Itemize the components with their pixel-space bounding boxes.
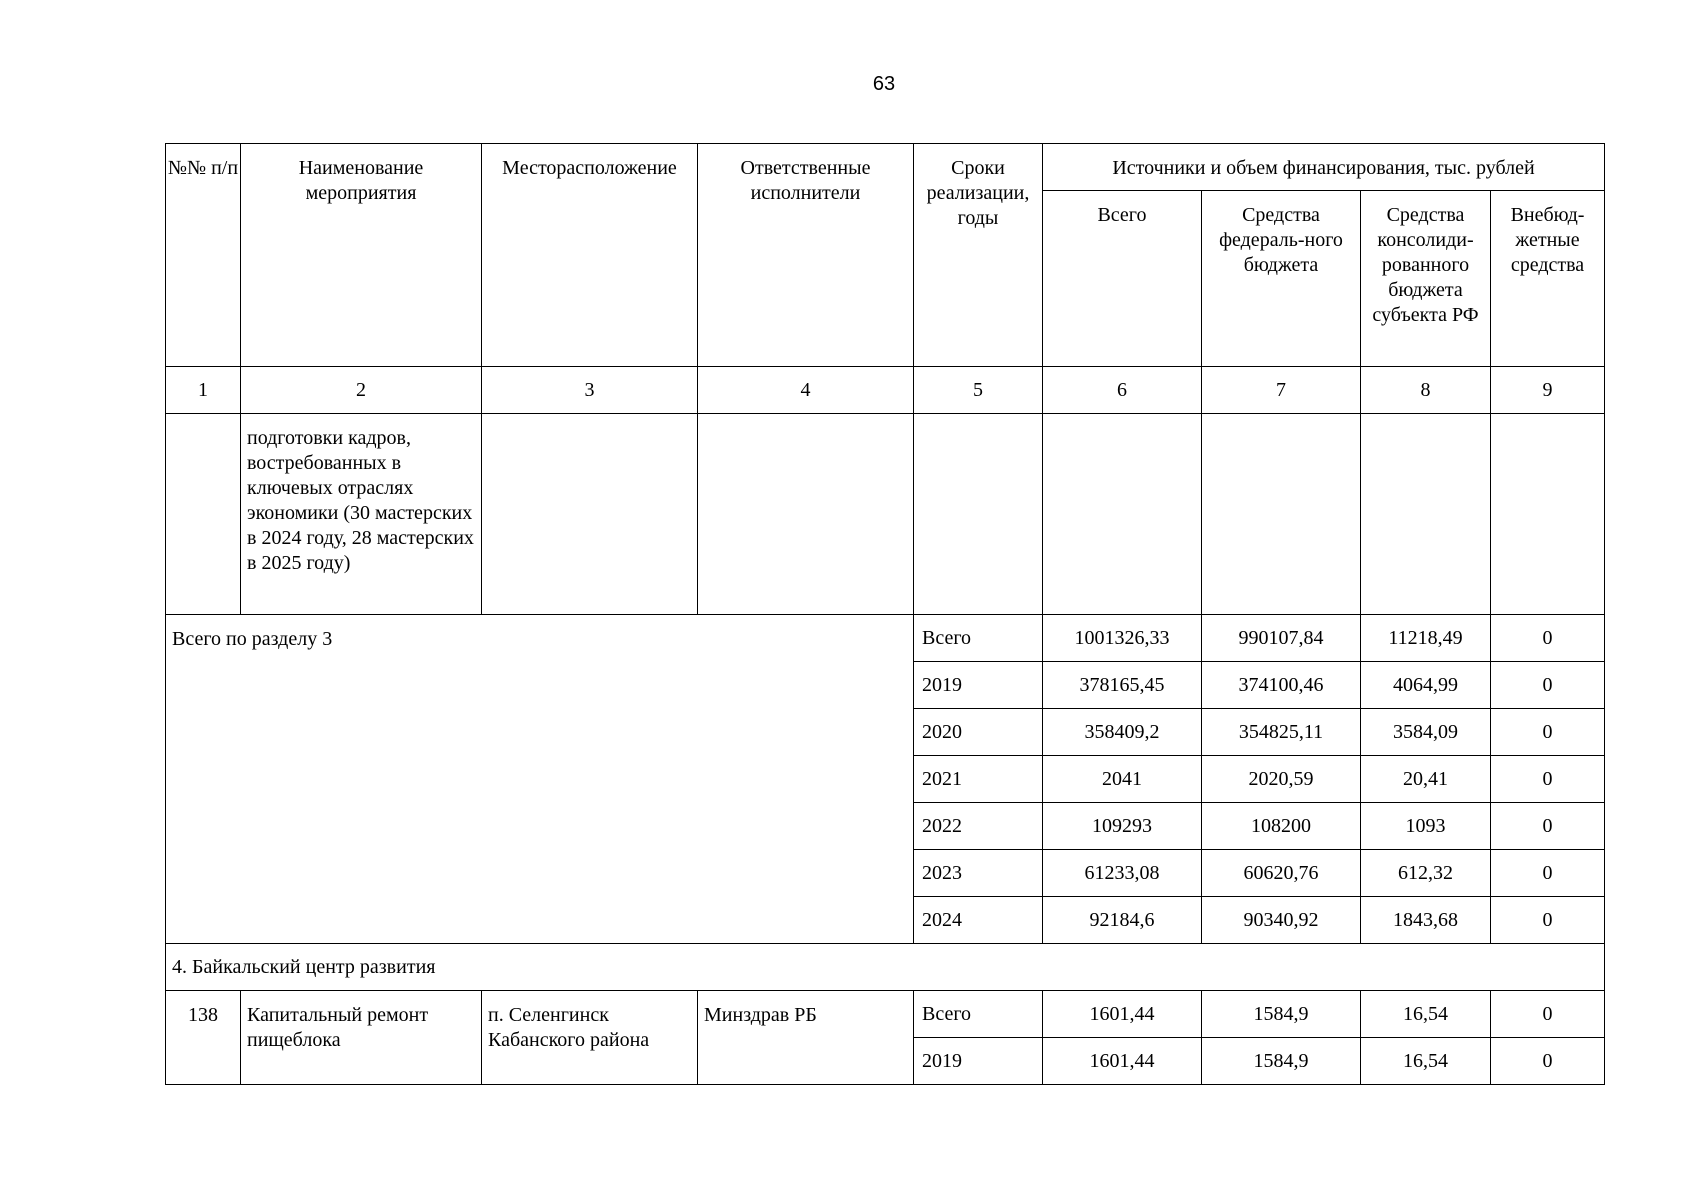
table-row (166, 991, 1605, 1038)
federal-cell: 1584,9 (1202, 1038, 1361, 1085)
item-executor: Минздрав РБ (698, 991, 914, 1085)
financing-table (165, 143, 1605, 1085)
table-row (166, 615, 1605, 662)
total-cell: 109293 (1043, 803, 1202, 850)
item-location: п. Селенгинск Кабанского района (482, 991, 698, 1085)
regional-cell: 1843,68 (1361, 897, 1491, 944)
federal-cell: 374100,46 (1202, 662, 1361, 709)
column-number: 9 (1491, 367, 1605, 414)
federal-cell: 60620,76 (1202, 850, 1361, 897)
extrabudget-cell: 0 (1491, 709, 1605, 756)
header-extrabudget: Внебюд-жетные средства (1491, 191, 1605, 367)
extrabudget-cell: 0 (1491, 803, 1605, 850)
page-number: 63 (872, 73, 896, 95)
federal-cell: 990107,84 (1202, 615, 1361, 662)
empty-cell (166, 414, 241, 615)
empty-cell (1043, 414, 1202, 615)
period-cell: Всего (914, 991, 1043, 1038)
continuation-event-name: подготовки кадров, востребованных в ключевых отраслях экономики (30 мастерских в 2024 году, 28 мастерских в 2025 году) (241, 414, 482, 615)
header-funding-group: Источники и объем финансирования, тыс. рублей (1043, 144, 1605, 191)
empty-cell (1202, 414, 1361, 615)
section-heading-row (166, 944, 1605, 991)
federal-cell: 2020,59 (1202, 756, 1361, 803)
extrabudget-cell: 0 (1491, 1038, 1605, 1085)
column-number: 7 (1202, 367, 1361, 414)
period-cell: Всего (914, 615, 1043, 662)
period-cell: 2021 (914, 756, 1043, 803)
header-total: Всего (1043, 191, 1202, 367)
column-number: 8 (1361, 367, 1491, 414)
item-number: 138 (166, 991, 241, 1085)
extrabudget-cell: 0 (1491, 850, 1605, 897)
extrabudget-cell: 0 (1491, 662, 1605, 709)
empty-cell (1361, 414, 1491, 615)
regional-cell: 4064,99 (1361, 662, 1491, 709)
regional-cell: 20,41 (1361, 756, 1491, 803)
federal-cell: 90340,92 (1202, 897, 1361, 944)
header-federal: Средства федераль-ного бюджета (1202, 191, 1361, 367)
header-event-name: Наименование мероприятия (241, 144, 482, 367)
item-event-name: Капитальный ремонт пищеблока (241, 991, 482, 1085)
total-cell: 358409,2 (1043, 709, 1202, 756)
header-row-top (166, 144, 1605, 191)
total-cell: 1001326,33 (1043, 615, 1202, 662)
federal-cell: 108200 (1202, 803, 1361, 850)
period-cell: 2023 (914, 850, 1043, 897)
section4-title: 4. Байкальский центр развития (166, 944, 1605, 991)
column-number-row (166, 367, 1605, 414)
total-cell: 1601,44 (1043, 991, 1202, 1038)
column-number: 1 (166, 367, 241, 414)
total-cell: 1601,44 (1043, 1038, 1202, 1085)
period-cell: 2024 (914, 897, 1043, 944)
extrabudget-cell: 0 (1491, 756, 1605, 803)
total-cell: 378165,45 (1043, 662, 1202, 709)
column-number: 4 (698, 367, 914, 414)
empty-cell (914, 414, 1043, 615)
extrabudget-cell: 0 (1491, 897, 1605, 944)
total-cell: 92184,6 (1043, 897, 1202, 944)
empty-cell (1491, 414, 1605, 615)
header-period: Сроки реализации, годы (914, 144, 1043, 367)
empty-cell (698, 414, 914, 615)
regional-cell: 16,54 (1361, 991, 1491, 1038)
period-cell: 2022 (914, 803, 1043, 850)
regional-cell: 3584,09 (1361, 709, 1491, 756)
period-cell: 2019 (914, 1038, 1043, 1085)
column-number: 3 (482, 367, 698, 414)
extrabudget-cell: 0 (1491, 615, 1605, 662)
federal-cell: 354825,11 (1202, 709, 1361, 756)
regional-cell: 11218,49 (1361, 615, 1491, 662)
header-regional: Средства консолиди-рованного бюджета субъекта РФ (1361, 191, 1491, 367)
column-number: 6 (1043, 367, 1202, 414)
total-cell: 2041 (1043, 756, 1202, 803)
empty-cell (482, 414, 698, 615)
regional-cell: 1093 (1361, 803, 1491, 850)
section3-total-label: Всего по разделу 3 (166, 615, 914, 944)
regional-cell: 16,54 (1361, 1038, 1491, 1085)
header-executors: Ответственные исполнители (698, 144, 914, 367)
column-number: 2 (241, 367, 482, 414)
extrabudget-cell: 0 (1491, 991, 1605, 1038)
federal-cell: 1584,9 (1202, 991, 1361, 1038)
period-cell: 2020 (914, 709, 1043, 756)
period-cell: 2019 (914, 662, 1043, 709)
header-number: №№ п/п (166, 144, 241, 367)
continuation-row (166, 414, 1605, 615)
regional-cell: 612,32 (1361, 850, 1491, 897)
total-cell: 61233,08 (1043, 850, 1202, 897)
column-number: 5 (914, 367, 1043, 414)
header-location: Месторасположение (482, 144, 698, 367)
